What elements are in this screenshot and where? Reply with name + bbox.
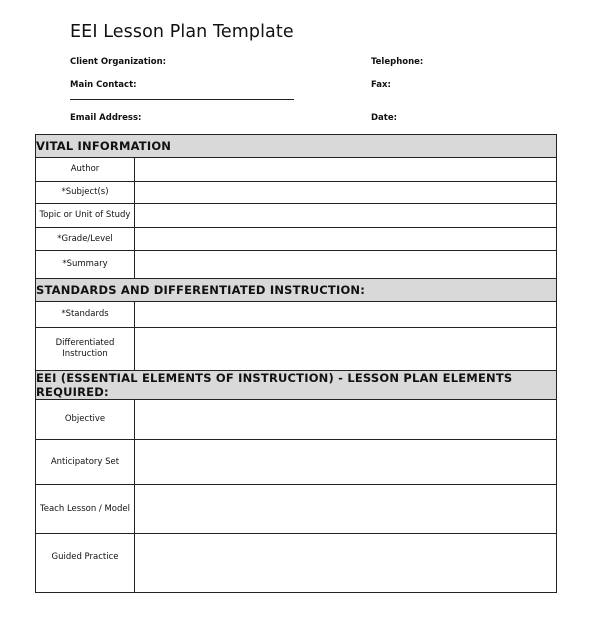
table-row: [36, 400, 557, 440]
topic-label: Topic or Unit of Study: [36, 204, 135, 228]
standards-label: *Standards: [36, 302, 135, 328]
subjects-label: *Subject(s): [36, 182, 135, 204]
section-title-standards: STANDARDS AND DIFFERENTIATED INSTRUCTION:: [36, 279, 557, 302]
main-contact-line: [70, 99, 294, 100]
section-header-vital: [36, 135, 557, 158]
grade-level-field[interactable]: [135, 228, 557, 251]
topic-field[interactable]: [135, 204, 557, 228]
table-row: [36, 182, 557, 204]
guided-practice-field[interactable]: [135, 534, 557, 593]
table-row: [36, 328, 557, 371]
summary-field[interactable]: [135, 251, 557, 279]
table-row: [36, 485, 557, 534]
fax-label: Fax:: [371, 80, 391, 90]
guided-practice-label: Guided Practice: [36, 534, 135, 593]
objective-field[interactable]: [135, 400, 557, 440]
summary-label: *Summary: [36, 251, 135, 279]
client-organization-label: Client Organization:: [70, 57, 167, 67]
lesson-plan-table: [35, 134, 557, 593]
section-header-standards: [36, 279, 557, 302]
table-row: [36, 251, 557, 279]
objective-label: Objective: [36, 400, 135, 440]
teach-lesson-field[interactable]: [135, 485, 557, 534]
grade-level-label: *Grade/Level: [36, 228, 135, 251]
teach-lesson-label: Teach Lesson / Model: [36, 485, 135, 534]
table-row: [36, 302, 557, 328]
section-title-eei: EEI (ESSENTIAL ELEMENTS OF INSTRUCTION) - LESSON PLAN ELEMENTS REQUIRED:: [36, 371, 557, 400]
main-contact-label: Main Contact:: [70, 80, 137, 90]
table-row: [36, 228, 557, 251]
author-field[interactable]: [135, 158, 557, 182]
page-title: EEI Lesson Plan Template: [70, 22, 294, 42]
table-row: [36, 204, 557, 228]
section-title-vital: VITAL INFORMATION: [36, 135, 557, 158]
date-label: Date:: [371, 113, 398, 123]
anticipatory-set-label: Anticipatory Set: [36, 440, 135, 485]
table-row: [36, 440, 557, 485]
section-header-eei: [36, 371, 557, 400]
subjects-field[interactable]: [135, 182, 557, 204]
differentiated-instruction-field[interactable]: [135, 328, 557, 371]
author-label: Author: [36, 158, 135, 182]
telephone-label: Telephone:: [371, 57, 424, 67]
table-row: [36, 158, 557, 182]
anticipatory-set-field[interactable]: [135, 440, 557, 485]
standards-field[interactable]: [135, 302, 557, 328]
email-address-label: Email Address:: [70, 113, 142, 123]
table-row: [36, 534, 557, 593]
differentiated-instruction-label: Differentiated Instruction: [36, 328, 135, 371]
